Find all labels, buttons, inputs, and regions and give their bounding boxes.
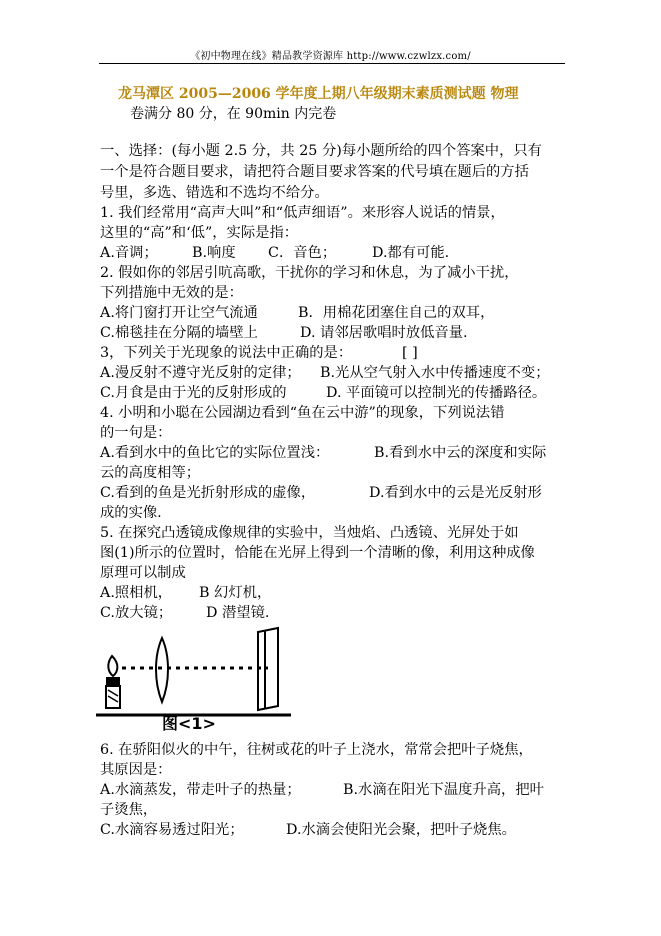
- q4-option-b: B.看到水中云的深度和实际: [374, 445, 547, 461]
- convex-lens-icon: [156, 638, 168, 702]
- q2-option-b: B．用棉花团塞住自己的双耳，: [298, 305, 495, 321]
- q6-option-d: D.水滴会使阳光会聚，把叶子烧焦。: [286, 822, 516, 838]
- q3-option-c: C.月食是由于光的反射形成的: [100, 385, 287, 401]
- question-1-stem: 这里的“高”和‘低”，实际是指：: [100, 225, 299, 241]
- q5-option-a: A.照相机，: [100, 585, 173, 601]
- section-instruction-line: 号里，多选、错选和不选均不给分。: [100, 185, 329, 201]
- q4-option-b-cont: 云的高度相等；: [100, 465, 201, 481]
- q5-option-b: B 幻灯机，: [199, 585, 272, 601]
- q1-option-d: D.都有可能.: [372, 245, 450, 261]
- page-header: 《初中物理在线》精品教学资源库 http://www.czwlzx.com/: [190, 51, 471, 62]
- question-6-stem: 6. 在骄阳似火的中午，往树或花的叶子上浇水，常常会把叶子烧焦，: [100, 742, 533, 758]
- q2-option-d: D. 请邻居歌唱时放低音量.: [300, 325, 468, 341]
- q1-option-c: C．音色；: [268, 245, 337, 261]
- q4-option-d: D.看到水中的云是光反射形: [369, 485, 542, 501]
- question-5-stem: 原理可以制成: [100, 565, 186, 581]
- question-5-stem: 图(1)所示的位置时，恰能在光屏上得到一个清晰的像，利用这种成像: [100, 545, 535, 561]
- q6-option-c: C.水滴容易透过阳光；: [100, 822, 244, 838]
- candle-icon: [106, 656, 120, 708]
- q5-option-d: D 潜望镜.: [206, 605, 270, 621]
- q2-option-c: C.棉毯挂在分隔的墙壁上: [100, 325, 258, 341]
- q6-option-b-cont: 子烫焦，: [100, 802, 158, 818]
- question-4-stem: 的一句是：: [100, 425, 172, 441]
- section-instruction-line: 一、选择：(每小题 2.5 分，共 25 分)每小题所给的四个答案中，只有: [100, 143, 542, 159]
- q1-option-b: B.响度: [192, 245, 236, 261]
- question-2-stem: 2. 假如你的邻居引吭高歌，干扰你的学习和休息，为了减小干扰，: [100, 265, 519, 281]
- q1-option-a: A.音调；: [100, 245, 158, 261]
- q2-option-a: A.将门窗打开让空气流通: [100, 305, 258, 321]
- q6-option-b: B.水滴在阳光下温度升高，把叶: [343, 782, 544, 798]
- q3-option-a: A.漫反射不遵守光反射的定律；: [100, 365, 301, 381]
- exam-title: 龙马潭区 2005—2006 学年度上期八年级期末素质测试题 物理: [118, 86, 519, 102]
- q5-option-c: C.放大镜；: [100, 605, 173, 621]
- q6-option-a: A.水滴蒸发，带走叶子的热量；: [100, 782, 301, 798]
- question-5-stem: 5. 在探究凸透镜成像规律的实验中，当烛焰、凸透镜、光屏处于如: [100, 525, 519, 541]
- exam-subtitle: 卷满分 80 分，在 90min 内完卷: [130, 106, 337, 122]
- q4-option-c: C.看到的鱼是光折射形成的虚像，: [100, 485, 316, 501]
- q3-option-b: B.光从空气射入水中传播速度不变；: [320, 365, 550, 381]
- q3-option-d: D. 平面镜可以控制光的传播路径。: [326, 385, 547, 401]
- answer-bracket: [ ]: [402, 345, 418, 361]
- question-1-stem: 1. 我们经常用“高声大叫”和“低声细语”。来形容人说话的情景，: [100, 205, 505, 221]
- question-4-stem: 4. 小明和小聪在公园湖边看到“鱼在云中游”的现象，下列说法错: [100, 405, 505, 421]
- figure-caption: 图<1>: [162, 714, 216, 733]
- header-rule: [99, 63, 565, 64]
- q4-option-a: A.看到水中的鱼比它的实际位置浅：: [100, 445, 330, 461]
- section-instruction-line: 一个是符合题目要求，请把符合题目要求答案的代号填在题后的方括: [100, 164, 529, 180]
- question-3-stem: 3，下列关于光现象的说法中正确的是：: [100, 345, 353, 361]
- q4-option-d-cont: 成的实像.: [100, 505, 162, 521]
- question-2-stem: 下列措施中无效的是：: [100, 285, 243, 301]
- question-6-stem: 其原因是：: [100, 762, 172, 778]
